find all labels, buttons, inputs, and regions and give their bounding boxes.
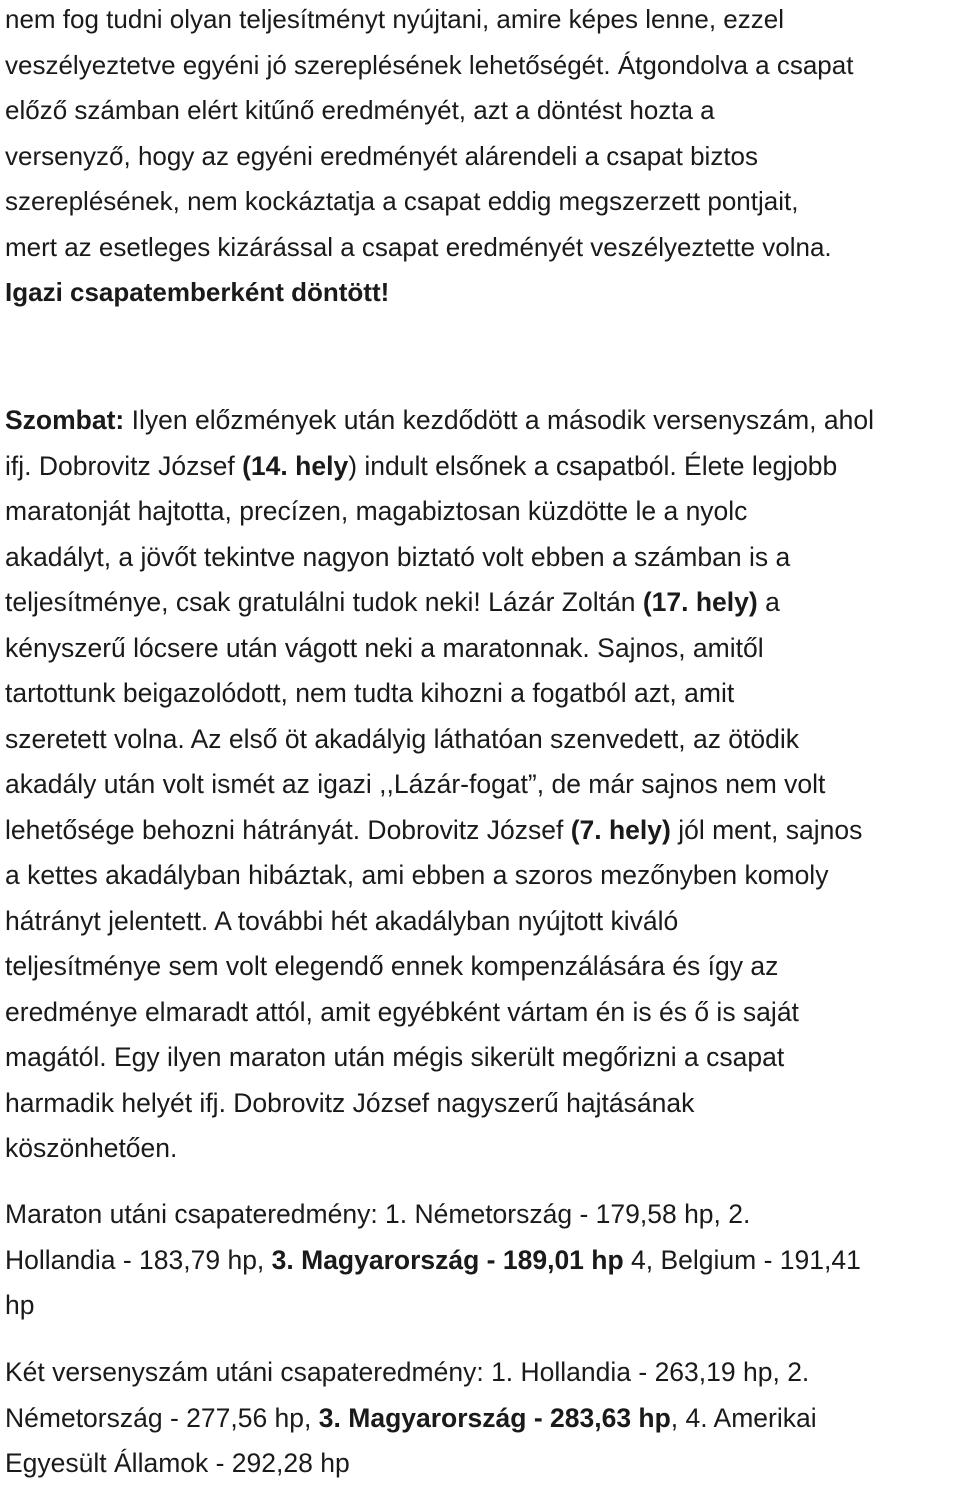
text-line	[5, 1238, 960, 1284]
bold-text-run: hely	[295, 450, 349, 481]
paragraph-marathon-team-result	[5, 1192, 960, 1329]
text-line	[5, 535, 960, 581]
text-line	[5, 717, 960, 763]
text-line	[5, 808, 960, 854]
paragraph-team-decision	[5, 0, 960, 316]
text-line	[5, 1283, 960, 1329]
text-line	[5, 990, 960, 1036]
bold-text-run: Magyarország - 283,63 hp	[348, 1402, 671, 1433]
text-run: a kettes akadályban hibáztak, ami ebben a szoros mezőnyben komoly	[5, 860, 829, 890]
bold-text-run: (17.	[642, 587, 689, 617]
text-line	[5, 671, 960, 717]
text-run: akadály után volt ismét az igazi ,,Lázár-fogat”, de már sajnos nem volt	[5, 769, 826, 799]
text-run: köszönhetően.	[5, 1133, 178, 1163]
paragraph-saturday-marathon	[5, 398, 960, 1172]
bold-text-run: 3.	[318, 1402, 341, 1433]
bold-text-run: (14.	[242, 450, 288, 481]
text-run: Ilyen előzmények után kezdődött a második versenyszám, ahol	[124, 405, 875, 435]
text-run: Maraton utáni csapateredmény: 1. Németország - 179,58 hp, 2.	[5, 1199, 751, 1229]
bold-text-run: 3. Magyarország - 189,01 hp	[271, 1244, 624, 1275]
text-line	[5, 762, 960, 808]
text-run: Egyesült Államok - 292,28 hp	[5, 1448, 350, 1478]
text-line	[5, 88, 960, 134]
bold-text-run: Igazi csapatemberként döntött!	[5, 277, 390, 307]
text-line	[5, 944, 960, 990]
text-line	[5, 134, 960, 180]
text-run: 4, Belgium - 191,41	[623, 1244, 861, 1275]
text-line	[5, 580, 960, 626]
text-run: kényszerű lócsere után vágott neki a maratonnak. Sajnos, amitől	[5, 632, 764, 663]
text-run: jól ment, sajnos	[670, 814, 863, 845]
text-run: teljesítménye sem volt elegendő ennek kompenzálására és így az	[5, 951, 779, 981]
bold-text-run: hely)	[695, 587, 758, 617]
text-run: a	[757, 587, 780, 617]
text-line	[5, 1350, 960, 1396]
text-line	[5, 1396, 960, 1442]
text-line	[5, 899, 960, 945]
text-run: hp	[5, 1290, 35, 1320]
text-run: magától. Egy ilyen maraton után mégis sikerült megőrizni a csapat	[5, 1042, 785, 1072]
text-line	[5, 270, 960, 316]
text-run: eredménye elmaradt attól, amit egyébként vártam én is és ő is saját	[5, 996, 799, 1027]
text-run: Két versenyszám utáni csapateredmény: 1. Hollandia - 263,19 hp, 2.	[5, 1357, 810, 1387]
text-run: szereplésének, nem kockáztatja a csapat eddig megszerzett pontjait,	[5, 186, 799, 216]
text-run: versenyző, hogy az egyéni eredményét alárendeli a csapat biztos	[5, 140, 758, 171]
text-run: Németország - 277,56 hp,	[5, 1402, 319, 1433]
text-line	[5, 43, 960, 89]
bold-text-run: (7.	[570, 814, 602, 845]
bold-text-run: Szombat:	[5, 405, 125, 435]
text-line	[5, 1192, 960, 1238]
text-line	[5, 0, 960, 43]
text-line	[5, 179, 960, 225]
text-run: nem fog tudni olyan teljesítményt nyújtani, amire képes lenne, ezzel	[5, 4, 784, 34]
text-line	[5, 1081, 960, 1127]
text-line	[5, 626, 960, 672]
text-line	[5, 444, 960, 490]
text-run: ifj. Dobrovitz József	[5, 450, 243, 481]
text-run: teljesítménye, csak gratulálni tudok neki! Lázár Zoltán	[5, 587, 643, 617]
text-line	[5, 489, 960, 535]
text-run: maratonját hajtotta, precízen, magabiztosan küzdötte le a nyolc	[5, 496, 748, 526]
text-line	[5, 1441, 960, 1487]
text-run: előző számban elért kitűnő eredményét, azt a döntést hozta a	[5, 95, 715, 125]
text-run: akadályt, a jövőt tekintve nagyon biztató volt ebben a számban is a	[5, 541, 791, 572]
text-line	[5, 1035, 960, 1081]
text-run	[688, 587, 695, 617]
text-run: veszélyeztetve egyéni jó szereplésének lehetőségét. Átgondolva a csapat	[5, 49, 854, 80]
text-line	[5, 225, 960, 271]
text-run: lehetősége behozni hátrányát. Dobrovitz József	[5, 814, 571, 845]
bold-text-run: hely)	[609, 814, 671, 845]
text-line	[5, 1126, 960, 1172]
text-run: tartottunk beigazolódott, nem tudta kihozni a fogatból azt, amit	[5, 678, 735, 708]
text-line	[5, 398, 960, 444]
text-run: hátrányt jelentett. A további hét akadályban nyújtott kiváló	[5, 905, 679, 936]
text-run: szeretett volna. Az első öt akadályig láthatóan szenvedett, az ötödik	[5, 723, 800, 754]
text-run: , 4. Amerikai	[670, 1402, 817, 1433]
paragraph-two-events-team-result	[5, 1350, 960, 1487]
text-run: harmadik helyét ifj. Dobrovitz József nagyszerű hajtásának	[5, 1087, 695, 1118]
text-run: ) indult elsőnek a csapatból. Élete legjobb	[348, 450, 838, 481]
text-run: Hollandia - 183,79 hp,	[5, 1244, 272, 1275]
text-line	[5, 853, 960, 899]
text-run: mert az esetleges kizárással a csapat eredményét veszélyeztette volna.	[5, 231, 832, 262]
text-run	[602, 815, 609, 845]
